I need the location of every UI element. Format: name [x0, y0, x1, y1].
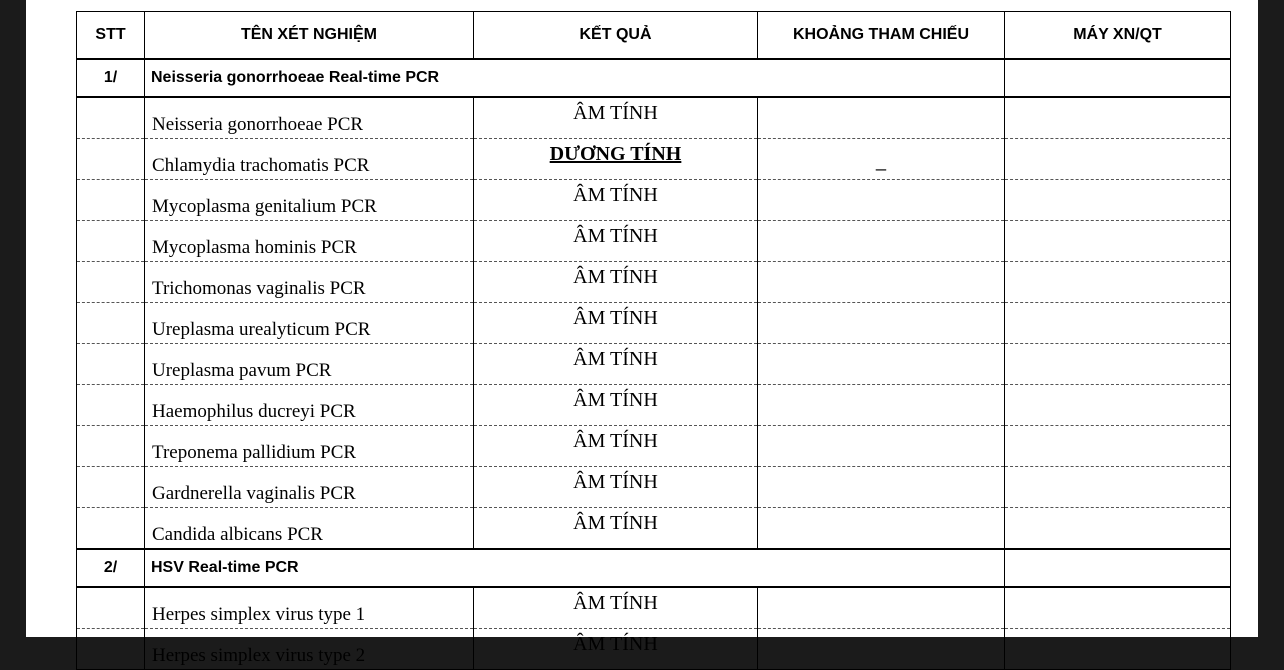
group-machine-cell [1005, 59, 1231, 97]
reference-range-cell [758, 180, 1005, 221]
reference-range-cell [758, 587, 1005, 629]
row-stt-cell [77, 385, 145, 426]
reference-range-cell [758, 629, 1005, 670]
machine-cell [1005, 139, 1231, 180]
test-result: ÂM TÍNH [474, 180, 758, 221]
table-row [77, 180, 1231, 221]
table-row [77, 385, 1231, 426]
test-name: Neisseria gonorrhoeae PCR [145, 97, 474, 139]
table-row [77, 587, 1231, 629]
table-header-row [77, 12, 1231, 60]
machine-cell [1005, 467, 1231, 508]
machine-cell [1005, 180, 1231, 221]
table-row [77, 221, 1231, 262]
table-row [77, 629, 1231, 670]
header-test-name: TÊN XÉT NGHIỆM [145, 12, 474, 60]
header-machine: MÁY XN/QT [1005, 12, 1231, 60]
row-stt-cell [77, 180, 145, 221]
machine-cell [1005, 262, 1231, 303]
test-result: ÂM TÍNH [474, 262, 758, 303]
table-row [77, 467, 1231, 508]
reference-range-cell [758, 139, 1005, 180]
test-name: Gardnerella vaginalis PCR [145, 467, 474, 508]
test-result: ÂM TÍNH [474, 344, 758, 385]
table-row [77, 303, 1231, 344]
row-stt-cell [77, 508, 145, 550]
group-machine-cell [1005, 549, 1231, 587]
test-results-table [76, 11, 1231, 670]
test-result: ÂM TÍNH [474, 385, 758, 426]
row-stt-cell [77, 262, 145, 303]
machine-cell [1005, 508, 1231, 550]
table-row [77, 426, 1231, 467]
reference-range-cell [758, 344, 1005, 385]
test-name: Chlamydia trachomatis PCR [145, 139, 474, 180]
test-result: ÂM TÍNH [474, 97, 758, 139]
table-row [77, 508, 1231, 550]
row-stt-cell [77, 97, 145, 139]
group-stt: 1/ [77, 59, 145, 97]
row-stt-cell [77, 221, 145, 262]
group-name: Neisseria gonorrhoeae Real-time PCR [145, 59, 1005, 97]
machine-cell [1005, 221, 1231, 262]
reference-value: _ [875, 151, 886, 171]
test-result: ÂM TÍNH [474, 303, 758, 344]
test-result: ÂM TÍNH [474, 629, 758, 670]
header-reference-range: KHOẢNG THAM CHIẾU [758, 12, 1005, 60]
test-name: Treponema pallidium PCR [145, 426, 474, 467]
row-stt-cell [77, 303, 145, 344]
test-result: ÂM TÍNH [474, 508, 758, 550]
row-stt-cell [77, 344, 145, 385]
reference-range-cell [758, 221, 1005, 262]
reference-range-cell [758, 262, 1005, 303]
test-result: ÂM TÍNH [474, 587, 758, 629]
header-stt: STT [77, 12, 145, 60]
machine-cell [1005, 303, 1231, 344]
test-name: Candida albicans PCR [145, 508, 474, 550]
table-row [77, 139, 1231, 180]
test-name: Ureplasma pavum PCR [145, 344, 474, 385]
test-result: ÂM TÍNH [474, 426, 758, 467]
group-name: HSV Real-time PCR [145, 549, 1005, 587]
header-result: KẾT QUẢ [474, 12, 758, 60]
test-result: ÂM TÍNH [474, 467, 758, 508]
machine-cell [1005, 385, 1231, 426]
row-stt-cell [77, 629, 145, 670]
table-row [77, 262, 1231, 303]
row-stt-cell [77, 426, 145, 467]
reference-range-cell [758, 508, 1005, 550]
test-name: Trichomonas vaginalis PCR [145, 262, 474, 303]
table-body [77, 59, 1231, 670]
row-stt-cell [77, 587, 145, 629]
test-name: Herpes simplex virus type 2 [145, 629, 474, 670]
test-name: Herpes simplex virus type 1 [145, 587, 474, 629]
test-result: ÂM TÍNH [474, 221, 758, 262]
machine-cell [1005, 97, 1231, 139]
test-name: Mycoplasma hominis PCR [145, 221, 474, 262]
test-name: Mycoplasma genitalium PCR [145, 180, 474, 221]
reference-range-cell [758, 385, 1005, 426]
machine-cell [1005, 629, 1231, 670]
reference-range-cell [758, 467, 1005, 508]
reference-range-cell [758, 426, 1005, 467]
positive-result: DƯƠNG TÍNH [474, 139, 758, 180]
test-name: Haemophilus ducreyi PCR [145, 385, 474, 426]
test-name: Ureplasma urealyticum PCR [145, 303, 474, 344]
machine-cell [1005, 587, 1231, 629]
machine-cell [1005, 426, 1231, 467]
reference-range-cell [758, 303, 1005, 344]
group-stt: 2/ [77, 549, 145, 587]
row-stt-cell [77, 139, 145, 180]
machine-cell [1005, 344, 1231, 385]
group-row [77, 549, 1231, 587]
reference-range-cell [758, 97, 1005, 139]
lab-report-page [26, 0, 1258, 666]
row-stt-cell [77, 467, 145, 508]
table-row [77, 97, 1231, 139]
table-row [77, 344, 1231, 385]
group-row [77, 59, 1231, 97]
